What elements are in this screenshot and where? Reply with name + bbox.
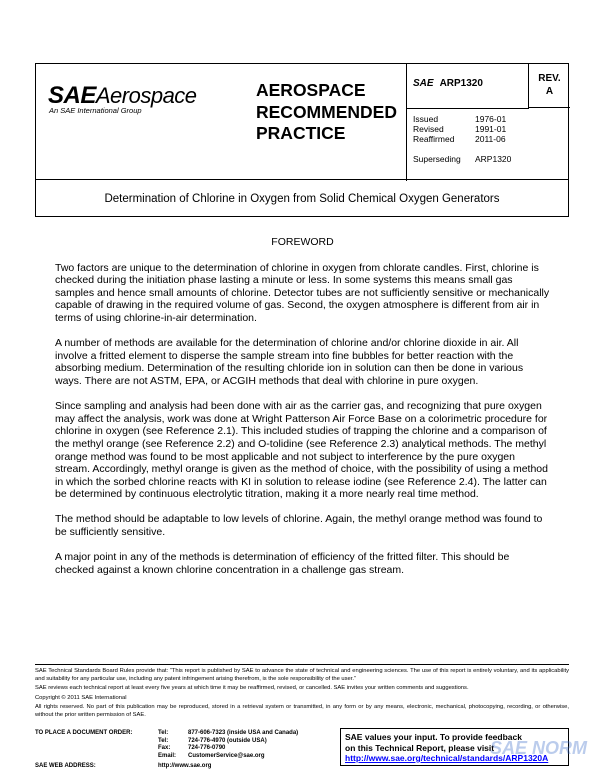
feedback-box: SAE values your input. To provide feedback on this Technical Report, please visit http://www.sae.org/technical/standards/ARP1320A bbox=[340, 728, 569, 766]
date-row-issued: Issued 1976-01 bbox=[413, 114, 507, 124]
contact-row: Fax: 724-776-0790 bbox=[158, 745, 226, 752]
superseding-row: Superseding ARP1320 bbox=[413, 154, 512, 164]
document-dates bbox=[413, 114, 506, 144]
footer-paragraph: SAE reviews each technical report at least every five years at which time it may be reaffirmed, revised, or cancelled. SAE invites your written comments and suggestions. bbox=[35, 685, 469, 692]
document-header bbox=[35, 63, 569, 180]
feedback-link[interactable]: http://www.sae.org/technical/standards/ARP1320A bbox=[345, 753, 549, 763]
web-link[interactable]: http://www.sae.org bbox=[158, 763, 212, 769]
document-info-cell bbox=[406, 64, 570, 181]
order-contacts bbox=[35, 730, 298, 760]
footer-paragraph: All rights reserved. No part of this publication may be reproduced, stored in a retrieval system or transmitted, in any form or by any means, electronic, mechanical, photocopying, recording, or otherwise, without the prior written permission of SAE. bbox=[35, 704, 569, 718]
legal-footer bbox=[35, 664, 569, 722]
divider bbox=[407, 108, 529, 109]
contact-row: Email: CustomerService@sae.org bbox=[158, 752, 265, 759]
body-paragraph: Two factors are unique to the determination of chlorine in oxygen from chlorate candles. First, chlorine is checked during the initiation phase lasting a minute or less. In some systems this means small gas samples and hence small amounts of chlorine. Detector tubes are not sufficiently sensitive or mechanically capable of drawing in the required volume of gas. Second, the oxygen atmosphere is different from air in terms of using chlorine-in-air determination. bbox=[55, 261, 550, 324]
contact-row: Tel: 724-776-4970 (outside USA) bbox=[158, 737, 267, 744]
body-paragraph: Since sampling and analysis had been done with air as the carrier gas, and recognizing that pure oxygen may affect the analysis, work was done at Wright Patterson Air Force Base on a colorimetric procedure for chlorine in oxygen (see Reference 2.1). This included studies of trapping the chlorine and a comparison of the methyl orange (see Reference 2.2) and O-tolidine (see Reference 2.3) analytical methods. The methyl orange method was found to be most applicable and not subject to interference by the pure oxygen stream. Accordingly, methyl orange is given as the method of choice, with the possibility of using a method in which the sorbed chlorine reacts with KI in solution to release iodine (see Reference 2.4). The latter can be determined by continuous electrolytic titration, making it a more nearly real time method. bbox=[55, 400, 548, 501]
email-link[interactable]: CustomerService@sae.org bbox=[188, 752, 265, 759]
body-paragraph: A major point in any of the methods is determination of efficiency of the fritted filter. This should be checked against a known chlorine concentration in a challenge gas stream. bbox=[55, 551, 510, 576]
footer-paragraph: SAE Technical Standards Board Rules provide that: “This report is published by SAE to advance the state of technical and engineering sciences. The use of this report is entirely voluntary, and its applicability and suitability for any particular use, including any patent infringement arising therefrom, is the sole responsibility of the user.” bbox=[35, 668, 569, 682]
document-number: SAE ARP1320 bbox=[413, 78, 483, 89]
footer-paragraph: Copyright © 2011 SAE International bbox=[35, 694, 127, 701]
watermark: SAE NORM bbox=[490, 738, 588, 758]
document-body bbox=[55, 236, 550, 589]
contact-row: TO PLACE A DOCUMENT ORDER: Tel: 877-606-7323 (inside USA and Canada) bbox=[35, 730, 299, 736]
date-row-revised: Revised 1991-01 bbox=[413, 124, 507, 134]
sae-mini-logo: SAE bbox=[413, 78, 434, 89]
sae-aerospace-logo: SAEAerospace bbox=[48, 82, 197, 109]
body-paragraph: The method should be adaptable to low levels of chlorine. Again, the methyl orange method was found to be sufficiently sensitive. bbox=[55, 513, 543, 539]
document-type: AEROSPACE RECOMMENDED PRACTICE bbox=[256, 80, 397, 143]
foreword-heading: FOREWORD bbox=[271, 236, 334, 248]
revision-cell: REV. A bbox=[528, 64, 570, 108]
logo-cell bbox=[36, 64, 246, 181]
body-paragraph: A number of methods are available for the determination of chlorine and/or chlorine dioxide in air. All involve a fritted element to disperse the sample stream into fine bubbles for better reaction with the absorbing medium. Determination of the resulting chloride ion in solution can then be done in various ways. There are not ASTM, EPA, or ACGIH methods that deal with chlorine in pure oxygen. bbox=[55, 337, 524, 387]
document-title: Determination of Chlorine in Oxygen from Solid Chemical Oxygen Generators bbox=[35, 180, 569, 217]
logo-subtitle: An SAE International Group bbox=[49, 106, 142, 115]
web-address: SAE WEB ADDRESS: http://www.sae.org bbox=[35, 763, 212, 769]
date-row-reaffirmed: Reaffirmed 2011-06 bbox=[413, 134, 506, 144]
